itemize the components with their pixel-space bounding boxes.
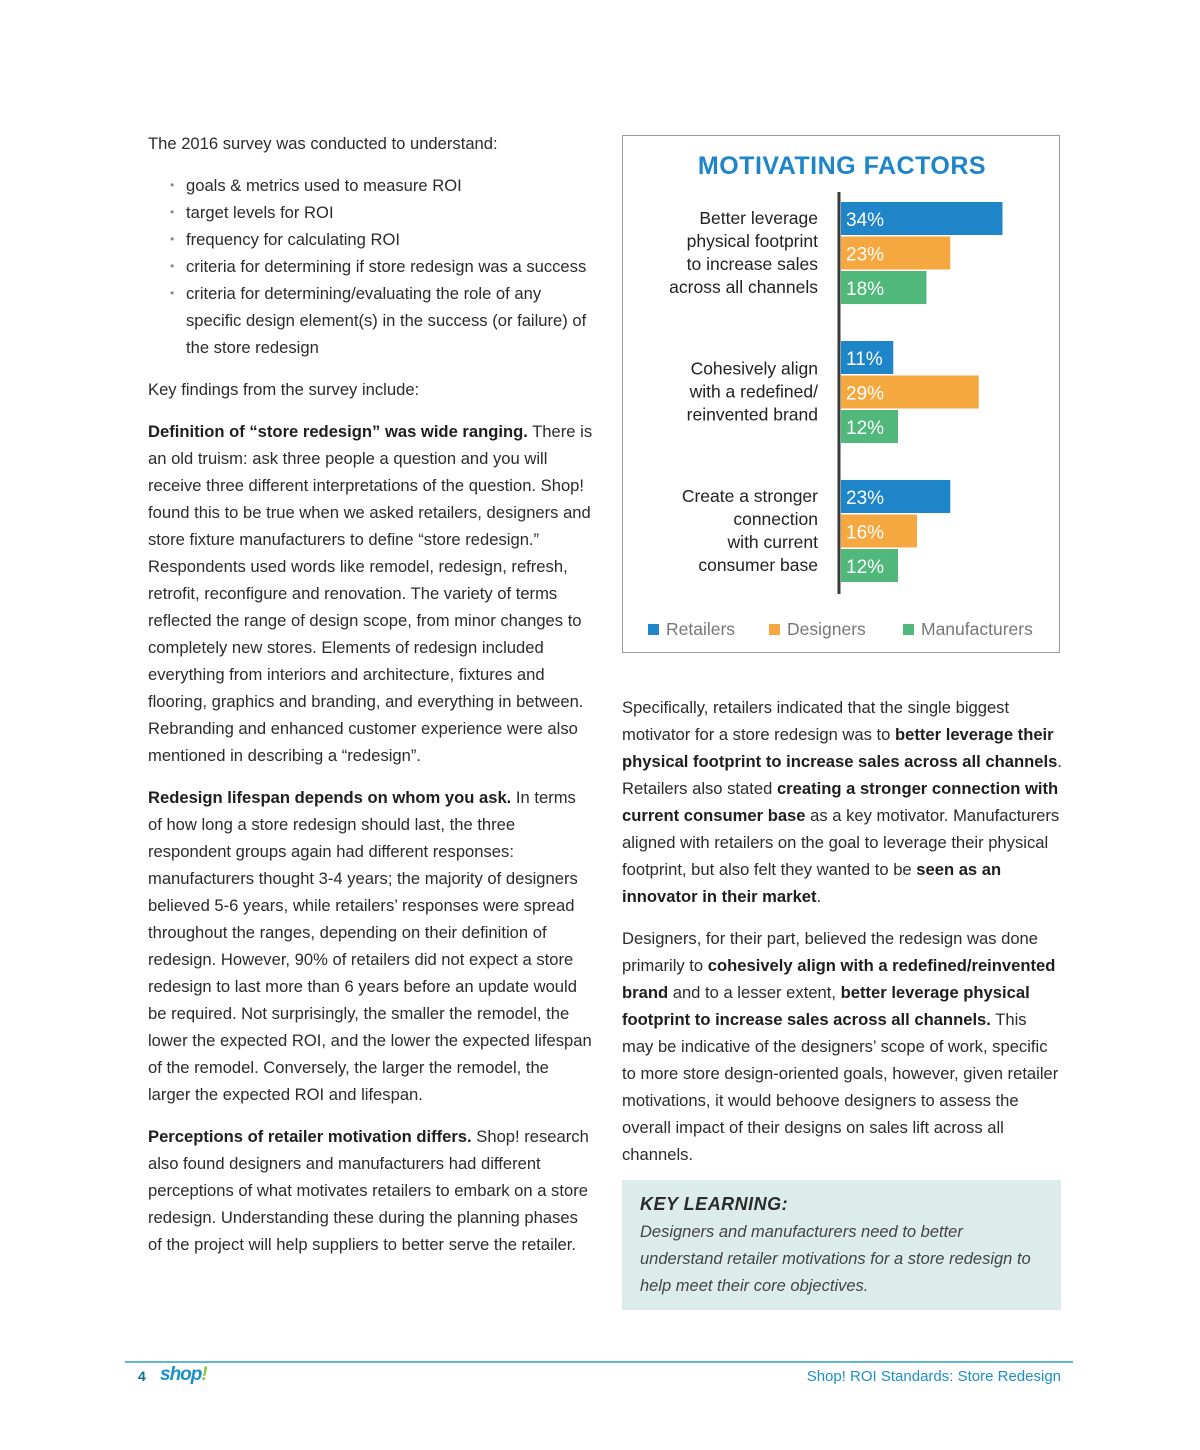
category-label: with a redefined/ — [689, 381, 818, 402]
key-learning-text: Designers and manufacturers need to better understand retailer motivations for a store redesign to help meet their core objectives. — [640, 1223, 1031, 1295]
category-label: connection — [733, 509, 818, 529]
category-label: consumer base — [698, 555, 818, 575]
right-column — [622, 694, 1062, 1183]
data-label: 12% — [846, 557, 885, 578]
finding-definition-heading: Definition of “store redesign” was wide ranging. — [148, 422, 528, 441]
key-findings-intro: Key findings from the survey include: — [148, 380, 420, 399]
category-label: Better leverage — [699, 208, 818, 228]
logo-mark: ! — [201, 1364, 207, 1385]
text-run: This may be indicative of the designers’ scope of work, specific to more store design-oriented goals, however, given retailer motivations, it would behoove designers to assess the overall impact of their designs on sales lift across all channels. — [622, 1010, 1059, 1164]
survey-goals-list — [148, 172, 593, 361]
data-label: 23% — [846, 488, 885, 509]
finding-lifespan — [148, 784, 593, 1108]
category-label: physical footprint — [686, 231, 818, 251]
category-label: to increase sales — [686, 254, 818, 274]
text-emphasis: creating a stronger connection with current consumer base — [622, 779, 1059, 825]
footer-document-title: Shop! ROI Standards: Store Redesign — [806, 1368, 1061, 1385]
text-emphasis: seen as an innovator in their market — [622, 860, 1002, 906]
finding-definition-body: There is an old truism: ask three people a question and you will receive three different interpretations of the question. Shop! found this to be true when we asked retailers, designers and store fixture manufacturers to define “store redesign.” Respondents used words like remodel, redesign, refresh, retrofit, reconfigure and renovation. The variety of terms reflected the range of design scope, from minor changes to completely new stores. Elements of redesign included everything from interiors and architecture, fixtures and flooring, graphics and branding, and everything in between. Rebranding and enhanced customer experience were also mentioned in describing a “redesign”. — [148, 422, 593, 765]
legend-label: Retailers — [666, 619, 736, 639]
text-run: and to a lesser extent, — [668, 983, 841, 1002]
finding-motivation-body: Shop! research also found designers and manufacturers had different perceptions of what motivates retailers to embark on a store redesign. Understanding these during the planning phases of the project will help suppliers to better serve the retailer. — [148, 1127, 589, 1254]
data-label: 34% — [846, 210, 885, 231]
category-label: reinvented brand — [686, 404, 818, 425]
list-item: • criteria for determining if store redesign was a success — [186, 253, 593, 280]
category-label: Cohesively align — [690, 358, 818, 379]
key-learning-box — [622, 1180, 1061, 1310]
list-item: • target levels for ROI — [186, 199, 593, 226]
list-item: • goals & metrics used to measure ROI — [186, 172, 593, 199]
legend-swatch — [648, 624, 659, 635]
survey-intro: The 2016 survey was conducted to understand: — [148, 134, 498, 153]
data-label: 23% — [846, 244, 885, 266]
legend-swatch — [903, 624, 914, 635]
left-column — [148, 130, 593, 1273]
text-emphasis: cohesively align with a redefined/reinvented brand — [622, 956, 1056, 1002]
chart-canvas — [623, 136, 1061, 654]
motivating-factors-chart — [622, 135, 1060, 653]
text-run: Specifically, retailers indicated that the single biggest motivator for a store redesign was to — [622, 698, 1010, 744]
footer-divider — [125, 1361, 1073, 1363]
text-emphasis: better leverage physical footprint to increase sales across all channels. — [622, 983, 1030, 1029]
legend-label: Designers — [787, 619, 866, 639]
data-label: 16% — [846, 522, 885, 544]
list-item: • frequency for calculating ROI — [186, 226, 593, 253]
finding-motivation-heading: Perceptions of retailer motivation differs. — [148, 1127, 472, 1146]
data-label: 29% — [846, 383, 885, 405]
text-emphasis: better leverage their physical footprint to increase sales across all channels — [622, 725, 1058, 771]
logo-text: shop — [160, 1364, 202, 1385]
retailer-motivation-paragraph — [622, 694, 1062, 910]
text-run: as a key motivator. Manufacturers aligned with retailers on the goal to leverage their physical footprint, but also felt they wanted to be — [622, 806, 1060, 879]
data-label: 18% — [846, 279, 885, 300]
data-label: 12% — [846, 418, 885, 439]
category-label: across all channels — [669, 277, 818, 297]
text-run: Designers, for their part, believed the redesign was done primarily to — [622, 929, 1039, 975]
finding-lifespan-heading: Redesign lifespan depends on whom you ask. — [148, 788, 512, 807]
legend-label: Manufacturers — [921, 619, 1033, 639]
list-item: • criteria for determining/evaluating the role of any specific design element(s) in the success (or failure) of the store redesign — [186, 280, 593, 361]
category-label: with current — [727, 532, 818, 552]
text-run: . — [816, 887, 822, 906]
page-number: 4 — [138, 1368, 146, 1384]
key-learning-title: KEY LEARNING: — [640, 1194, 789, 1214]
chart-title: MOTIVATING FACTORS — [697, 152, 987, 180]
legend-swatch — [769, 624, 780, 635]
text-run: . Retailers also stated — [622, 752, 1062, 798]
finding-lifespan-body: In terms of how long a store redesign should last, the three respondent groups again had different responses: manufacturers thought 3-4 years; the majority of designers believed 5-6 years, while retailers’ responses were spread throughout the ranges, depending on their definition of redesign. However, 90% of retailers did not expect a store redesign to last more than 6 years before an update would be required. Not surprisingly, the smaller the remodel, the lower the expected ROI, and the lower the expected lifespan of the remodel. Conversely, the larger the remodel, the larger the expected ROI and lifespan. — [148, 788, 592, 1104]
designer-motivation-paragraph — [622, 925, 1062, 1168]
shop-logo — [160, 1364, 207, 1386]
finding-motivation — [148, 1123, 593, 1258]
data-label: 11% — [846, 349, 883, 370]
category-label: Create a stronger — [681, 486, 818, 506]
finding-definition — [148, 418, 593, 769]
